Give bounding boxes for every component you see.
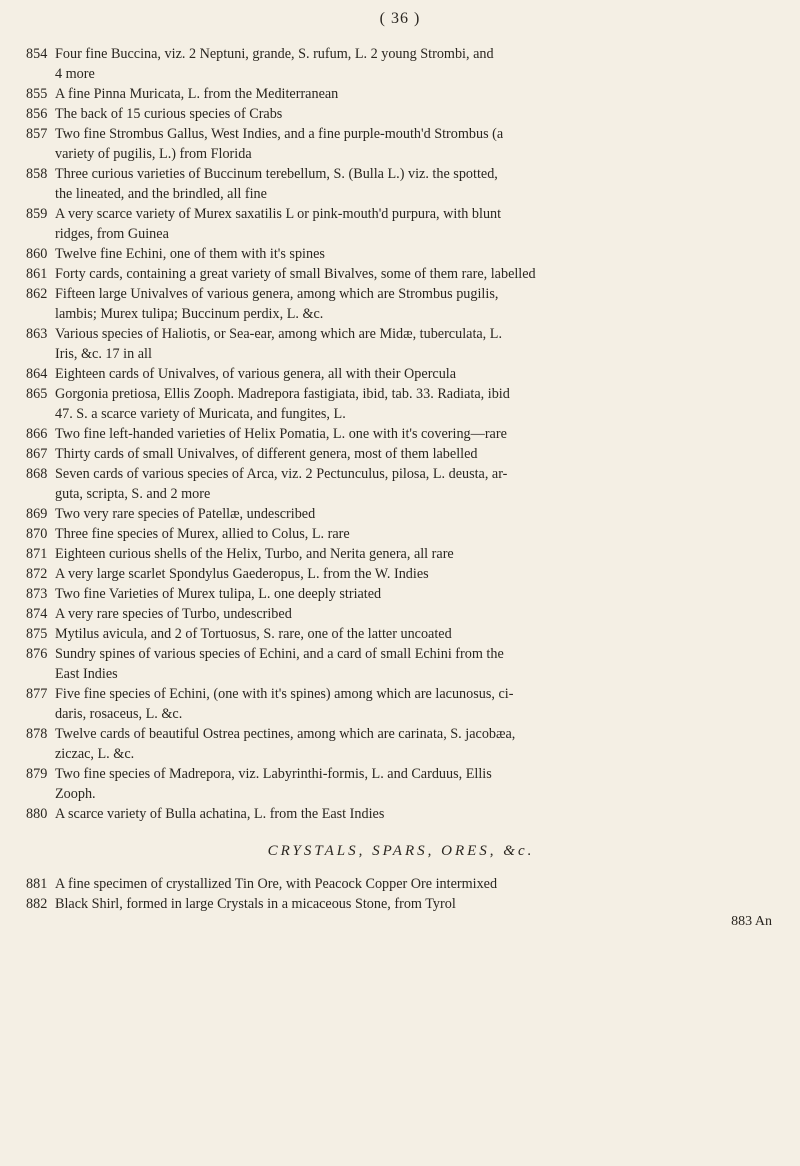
section-heading: CRYSTALS, SPARS, ORES, &c. <box>267 843 535 859</box>
lot-description <box>55 684 776 704</box>
lot-description <box>55 164 776 184</box>
lot-entry <box>26 104 776 124</box>
lot-description-line: Three curious varieties of Buccinum terebellum, S. (Bulla L.) viz. the spotted, <box>55 166 498 182</box>
lot-description <box>55 804 776 824</box>
lot-description <box>55 874 776 894</box>
lot-description-continuation: ridges, from Guinea <box>55 226 169 242</box>
lot-description-continuation: guta, scripta, S. and 2 more <box>55 486 211 502</box>
lot-number: 867 <box>26 446 48 462</box>
lot-description-line: Fifteen large Univalves of various genera, among which are Strombus pugilis, <box>55 286 499 302</box>
lot-number: 861 <box>26 266 48 282</box>
lot-entry <box>26 604 776 624</box>
lot-description-line: Twelve fine Echini, one of them with it's spines <box>55 246 325 262</box>
lot-description-continuation: Iris, &c. 17 in all <box>55 346 152 362</box>
lot-description <box>55 764 776 784</box>
lot-number: 866 <box>26 426 48 442</box>
lot-number: 862 <box>26 286 48 302</box>
lot-description <box>55 284 776 304</box>
lot-description-continuation: variety of pugilis, L.) from Florida <box>55 146 252 162</box>
lot-description-line: Forty cards, containing a great variety of small Bivalves, some of them rare, labelled <box>55 266 536 282</box>
lot-description <box>55 84 776 104</box>
lot-number: 878 <box>26 726 48 742</box>
lot-description-line: A very large scarlet Spondylus Gaederopus, L. from the W. Indies <box>55 566 429 582</box>
lot-entry <box>26 444 776 464</box>
lot-description <box>55 624 776 644</box>
lot-description-line: Two fine Varieties of Murex tulipa, L. one deeply striated <box>55 586 382 602</box>
lot-number: 875 <box>26 626 48 642</box>
lot-description <box>55 264 776 284</box>
lot-description <box>55 644 776 664</box>
lot-description-line: Thirty cards of small Univalves, of different genera, most of them labelled <box>55 446 478 462</box>
lot-description <box>55 504 776 524</box>
lot-description <box>55 244 776 264</box>
lot-number: 858 <box>26 166 48 182</box>
lot-description-line: Two very rare species of Patellæ, undescribed <box>55 506 316 522</box>
lot-description-continuation: 47. S. a scarce variety of Muricata, and fungites, L. <box>55 406 346 422</box>
lot-description <box>55 724 776 744</box>
lot-description <box>55 104 776 124</box>
lot-description-line: Four fine Buccina, viz. 2 Neptuni, grande, S. rufum, L. 2 young Strombi, and <box>55 46 494 62</box>
lot-entry <box>26 524 776 544</box>
lot-description <box>55 44 776 64</box>
lot-description-continuation: lambis; Murex tulipa; Buccinum perdix, L. &c. <box>55 306 324 322</box>
lot-description <box>55 324 776 344</box>
lot-description-line: Two fine Strombus Gallus, West Indies, and a fine purple-mouth'd Strombus (a <box>55 126 504 142</box>
lot-description-line: Eighteen curious shells of the Helix, Turbo, and Nerita genera, all rare <box>55 546 454 562</box>
lot-entry <box>26 564 776 584</box>
lot-number: 869 <box>26 506 48 522</box>
lot-number: 882 <box>26 896 48 912</box>
lot-number: 876 <box>26 646 48 662</box>
lot-description-line: Mytilus avicula, and 2 of Tortuosus, S. rare, one of the latter uncoated <box>55 626 452 642</box>
lot-description <box>55 464 776 484</box>
lot-number: 865 <box>26 386 48 402</box>
page-number: ( 36 ) <box>379 10 421 27</box>
lot-description-continuation: Zooph. <box>55 786 96 802</box>
lot-number: 855 <box>26 86 48 102</box>
lot-description-line: A scarce variety of Bulla achatina, L. from the East Indies <box>55 806 385 822</box>
lot-description-line: A very rare species of Turbo, undescribed <box>55 606 292 622</box>
lot-list <box>26 44 776 824</box>
lot-description <box>55 364 776 384</box>
lot-description <box>55 584 776 604</box>
lot-description-line: Twelve cards of beautiful Ostrea pectines, among which are carinata, S. jacobæa, <box>55 726 516 742</box>
lot-description <box>55 204 776 224</box>
lot-number: 873 <box>26 586 48 602</box>
lot-entry <box>26 584 776 604</box>
lot-description-line: Seven cards of various species of Arca, viz. 2 Pectunculus, pilosa, L. deusta, ar- <box>55 466 508 482</box>
lot-entry <box>26 204 776 224</box>
catchword: 883 An <box>731 914 772 929</box>
lot-number: 872 <box>26 566 48 582</box>
lot-description-continuation: ziczac, L. &c. <box>55 746 135 762</box>
lot-number: 856 <box>26 106 48 122</box>
lot-entry <box>26 644 776 664</box>
lot-description-line: Five fine species of Echini, (one with it's spines) among which are lacunosus, ci- <box>55 686 514 702</box>
lot-entry <box>26 544 776 564</box>
lot-number: 877 <box>26 686 48 702</box>
lot-number: 880 <box>26 806 48 822</box>
lot-number: 868 <box>26 466 48 482</box>
lot-description-line: A fine Pinna Muricata, L. from the Mediterranean <box>55 86 339 102</box>
lot-number: 864 <box>26 366 48 382</box>
lot-description <box>55 424 776 444</box>
lot-entry <box>26 264 776 284</box>
lot-entry <box>26 464 776 484</box>
lot-entry <box>26 624 776 644</box>
lot-entry <box>26 504 776 524</box>
lot-number: 860 <box>26 246 48 262</box>
lot-entry <box>26 84 776 104</box>
lot-number: 863 <box>26 326 48 342</box>
lot-number: 871 <box>26 546 48 562</box>
lot-description-continuation: East Indies <box>55 666 118 682</box>
lot-description-line: Three fine species of Murex, allied to Colus, L. rare <box>55 526 350 542</box>
lot-entry <box>26 124 776 144</box>
lot-entry <box>26 364 776 384</box>
lot-number: 881 <box>26 876 48 892</box>
lot-number: 859 <box>26 206 48 222</box>
lot-description-continuation: the lineated, and the brindled, all fine <box>55 186 267 202</box>
lot-description-continuation: 4 more <box>55 66 95 82</box>
lot-description-line: Gorgonia pretiosa, Ellis Zooph. Madrepora fastigiata, ibid, tab. 33. Radiata, ibid <box>55 386 510 402</box>
lot-entry <box>26 684 776 704</box>
lot-entry <box>26 164 776 184</box>
lot-entry <box>26 44 776 64</box>
lot-entry <box>26 244 776 264</box>
lot-entry <box>26 424 776 444</box>
lot-description-line: The back of 15 curious species of Crabs <box>55 106 283 122</box>
lot-description-line: Sundry spines of various species of Echini, and a card of small Echini from the <box>55 646 504 662</box>
lot-description <box>55 544 776 564</box>
lot-entry <box>26 894 776 914</box>
lot-entry <box>26 284 776 304</box>
lot-description <box>55 604 776 624</box>
lot-description-line: A fine specimen of crystallized Tin Ore, with Peacock Copper Ore intermixed <box>55 876 498 892</box>
lot-number: 870 <box>26 526 48 542</box>
lot-description-line: Eighteen cards of Univalves, of various genera, all with their Opercula <box>55 366 457 382</box>
lot-entry <box>26 804 776 824</box>
lot-description-line: Black Shirl, formed in large Crystals in a micaceous Stone, from Tyrol <box>55 896 456 912</box>
lot-description-line: A very scarce variety of Murex saxatilis L or pink-mouth'd purpura, with blunt <box>55 206 502 222</box>
lot-description-line: Two fine left-handed varieties of Helix Pomatia, L. one with it's covering—rare <box>55 426 507 442</box>
lot-entry <box>26 764 776 784</box>
lot-description-line: Two fine species of Madrepora, viz. Labyrinthi-formis, L. and Carduus, Ellis <box>55 766 492 782</box>
lot-description <box>55 524 776 544</box>
lot-entry <box>26 324 776 344</box>
lot-description <box>55 444 776 464</box>
lot-description <box>55 124 776 144</box>
lot-description-line: Various species of Haliotis, or Sea-ear, among which are Midæ, tuberculata, L. <box>55 326 502 342</box>
lot-number: 854 <box>26 46 48 62</box>
lot-description-continuation: daris, rosaceus, L. &c. <box>55 706 183 722</box>
lot-entry <box>26 724 776 744</box>
lot-entry <box>26 384 776 404</box>
catalogue-entries <box>26 44 776 930</box>
lot-description <box>55 564 776 584</box>
lot-list-crystals <box>26 874 776 914</box>
lot-entry <box>26 874 776 894</box>
lot-number: 874 <box>26 606 48 622</box>
lot-description <box>55 384 776 404</box>
lot-number: 879 <box>26 766 48 782</box>
lot-number: 857 <box>26 126 48 142</box>
lot-description <box>55 894 776 914</box>
